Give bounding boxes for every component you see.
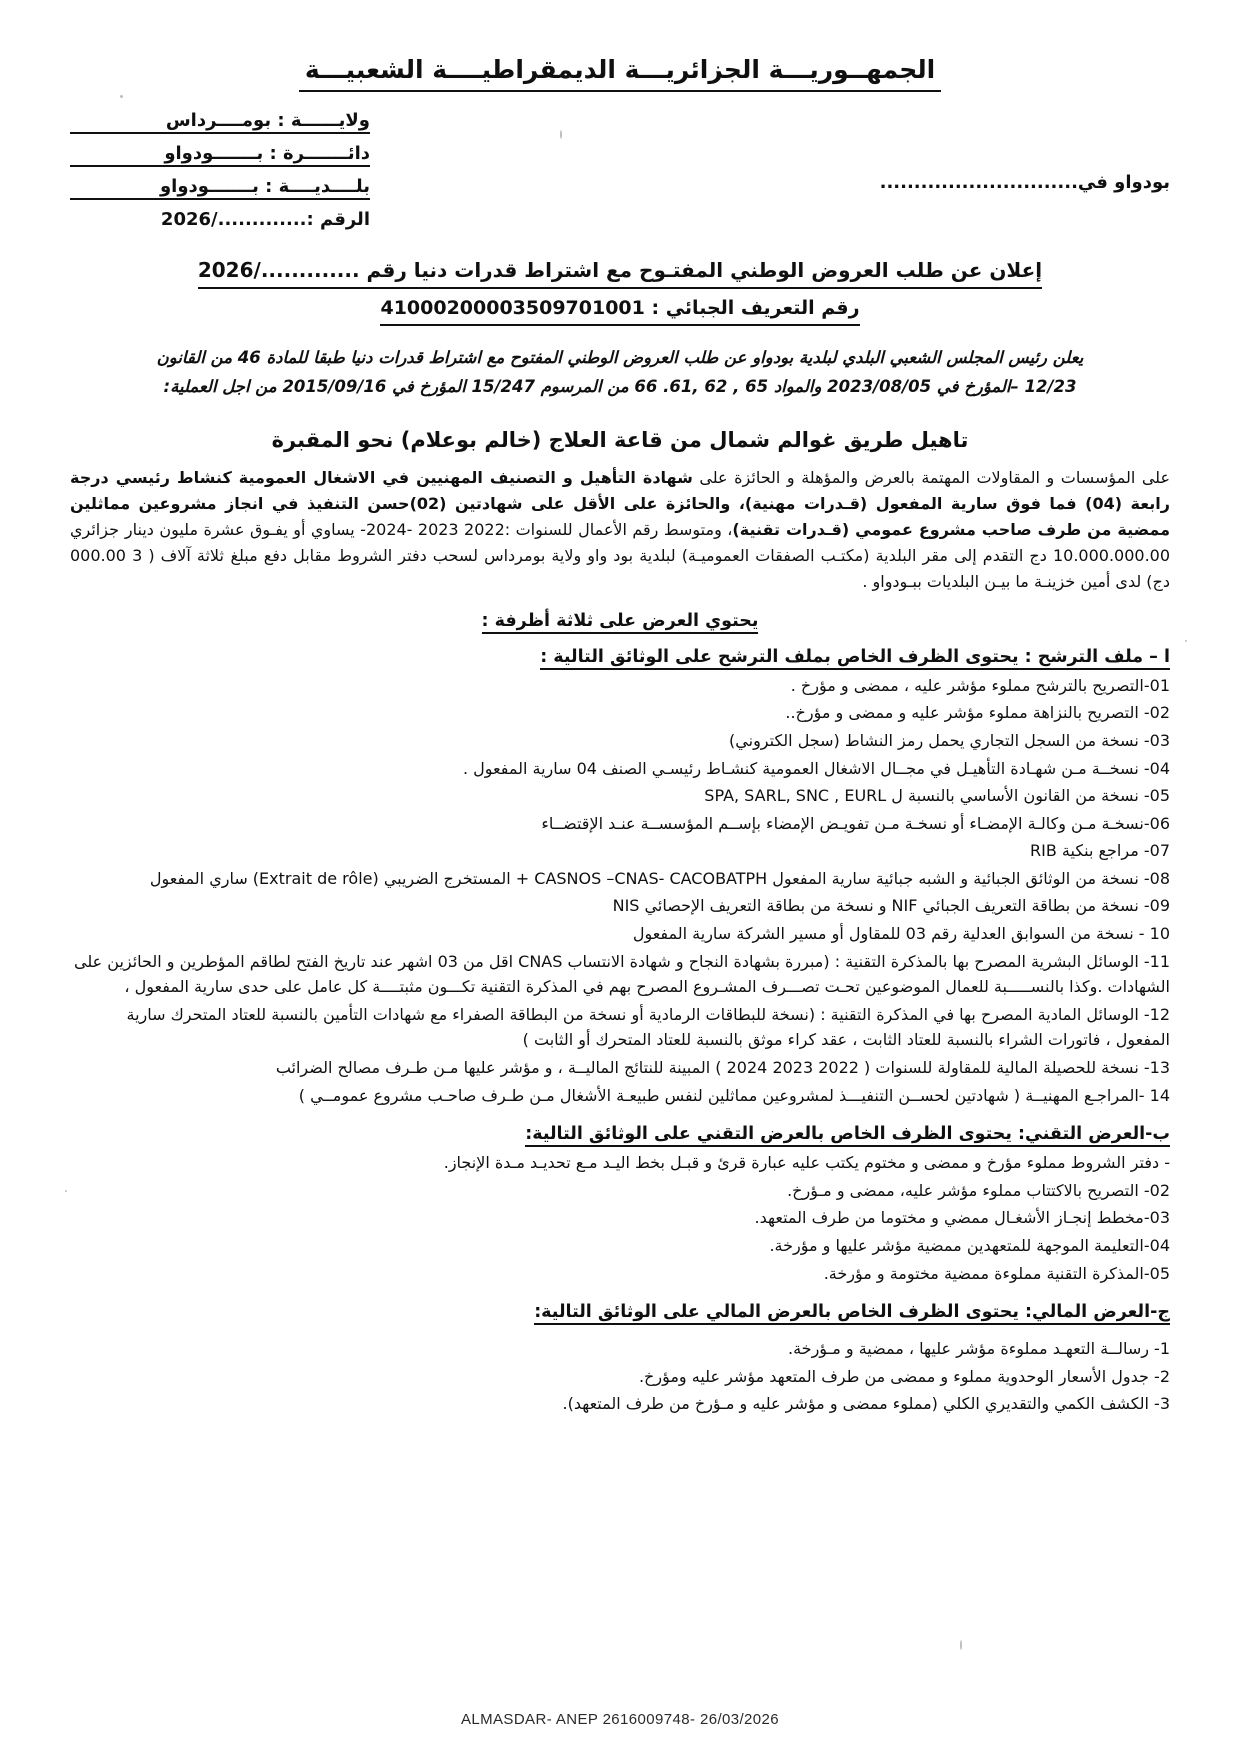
eligibility-text-7: ، ومتوسط رقم الأعمال للسنوات :2022 2023 -2024- يساوي أو يفـوق عشرة مليون دينار xyxy=(124,520,733,539)
list-item: 2- جدول الأسعار الوحدوية مملوء و ممضى من طرف المتعهد مؤشر عليه ومؤرخ. xyxy=(638,1366,1170,1386)
section-b-heading xyxy=(70,1124,1170,1144)
list-item: - دفتر الشروط مملوء مؤرخ و ممضى و مختوم يكتب عليه عبارة قرئ و قبـل بخط اليـد مـع تحديـد مـدة الإنجاز. xyxy=(443,1153,1170,1173)
eligibility-text-5: حسن التنفيذ في انجاز مشروعين مماثلين xyxy=(70,494,410,514)
eligibility-text-10: ثلاثة آلاف ( 3 000.00 دج) لدى أمين خزينـة ما بيـن البلديات ببـودواو . xyxy=(70,545,1170,591)
eligibility-text-1: على المؤسسات و المقاولات المهتمة بالعرض والمؤهلة و الحائزة على xyxy=(692,468,1171,488)
list-item: 01-التصريح بالترشح مملوء مؤشر عليه ، ممضى و مؤرخ . xyxy=(790,675,1170,695)
wilaya-line: ولايــــــة : بومــــرداس xyxy=(70,110,370,134)
envelopes-heading-text: يحتوي العرض على ثلاثة أظرفة : xyxy=(482,611,759,634)
legal-line-1: يعلن رئيس المجلس الشعبي البلدي لبلدية بودواو عن طلب العروض الوطني المفتوح مع اشتراط قدرات دنيا طبقا للمادة 46 من القانون xyxy=(156,348,1084,368)
eligibility-paragraph xyxy=(70,465,1170,595)
list-item: 03- نسخة من السجل التجاري يحمل رمز النشاط (سجل الكتروني) xyxy=(729,730,1170,750)
project-title: تاهيل طريق غوالم شمال من قاعة العلاج (خالم بوعلام) نحو المقبرة xyxy=(271,427,969,452)
tax-id-line: رقم التعريف الجبائي : 41000200003509701001 xyxy=(380,295,859,327)
eligibility-text-3: كنشاط xyxy=(177,468,239,488)
list-item: 1- رسالــة التعهـد مملوءة مؤشر عليها ، ممضية و مـؤرخة. xyxy=(788,1339,1170,1359)
scan-speckle xyxy=(65,1190,67,1192)
list-item: 04- نسخــة مـن شهـادة التأهيـل في مجــال الاشغال العمومية كنشـاط رئيسـي الصنف 04 سارية المفعول . xyxy=(462,758,1170,778)
eligibility-text-4: رئيسي درجة رابعة (04) فما فوق سارية المفعول (قـدرات مهنية)، والحائزة على الأقل على شهادتين (02) xyxy=(70,468,1170,514)
list-item: 02- التصريح بالنزاهة مملوء مؤشر عليه و ممضى و مؤرخ.. xyxy=(785,703,1170,723)
list-item: 13- نسخة للحصيلة المالية للمقاولة للسنوات ( 2022 2023 2024 ) المبينة للنتائج الماليــة ، و مؤشر عليها مـن طـرف مصالح الضرائب xyxy=(275,1058,1170,1078)
section-b-heading-text: ب-العرض التقني: يحتوى الظرف الخاص بالعرض التقني على الوثائق التالية: xyxy=(525,1124,1170,1147)
list-item: 08- نسخة من الوثائق الجبائية و الشبه جبائية سارية المفعول CASNOS –CNAS- CACOBATPH + المستخرج الضريبي (Extrait de rôle) ساري المفعول xyxy=(149,868,1170,888)
scan-speckle xyxy=(1185,640,1187,642)
list-item: 07- مراجع بنكية RIB xyxy=(1030,841,1170,861)
section-a-heading-text: ا – ملف الترشح : يحتوى الظرف الخاص بملف الترشح على الوثائق التالية : xyxy=(540,647,1170,670)
section-b-list xyxy=(70,1150,1170,1286)
section-c-list xyxy=(70,1336,1170,1417)
national-header xyxy=(70,54,1170,92)
section-c-heading-text: ج-العرض المالي: يحتوى الظرف الخاص بالعرض المالي على الوثائق التالية: xyxy=(534,1302,1170,1325)
list-item: 06-نسخـة مـن وكالـة الإمضـاء أو نسخـة مـن تفويـض الإمضاء بإســم المؤسســة عنـد الإقتضــاء xyxy=(541,813,1170,833)
list-item: 11- الوسائل البشرية المصرح بها بالمذكرة التقنية : (مبررة بشهادة النجاح و شهادة الانتساب CNAS اقل من 03 اشهر عند تاريخ الفتح لطاقم المؤطرين و الحائزين على الشهادات .وكذا بالنســـــبة للعمال الموضوعين تحـت تصـــرف المشـروع المصرح بهم في المذكرة التقنية تكـــون مثبتــــة كل عامل على حدى سارية المفعول ، xyxy=(74,951,1170,997)
announcement-heading xyxy=(70,256,1170,327)
list-item: 04-التعليمة الموجهة للمتعهدين ممضية مؤشر عليها و مؤرخة. xyxy=(769,1236,1170,1255)
section-a-heading xyxy=(70,647,1170,667)
legal-line-2: 12/23 –المؤرخ في 2023/08/05 والمواد 65 , 62 ,61. 66 من المرسوم 15/247 المؤرخ في 2015/09/16 من اجل العملية: xyxy=(163,376,1077,396)
eligibility-text-6: ممضية من طرف صاحب مشروع عمومي (قـدرات تقنية) xyxy=(732,520,1171,539)
list-item: 03-مخطط إنجـاز الأشغـال ممضي و مختوما من طرف المتعهد. xyxy=(754,1208,1170,1228)
legal-reference-paragraph xyxy=(70,344,1170,402)
section-a-list xyxy=(70,673,1170,1109)
document-footer: ALMASDAR- ANEP 2616009748- 26/03/2026 xyxy=(460,1711,780,1728)
scan-speckle xyxy=(120,95,123,98)
national-title: الجمهــوريـــة الجزائريـــة الديمقراطيــــة الشعبيـــة xyxy=(299,54,941,92)
daira-line: دائـــــــرة : بـــــــودواو xyxy=(70,143,370,167)
list-item: 02- التصريح بالاكتتاب مملوء مؤشر عليه، ممضى و مـؤرخ. xyxy=(787,1180,1170,1200)
list-item: 14 -المراجـع المهنيــة ( شهادتين لحســن التنفيـــذ لمشروعين مماثلين لنفس طبيعـة الأشغال مـن طـرف صاحـب مشروع عمومــي ) xyxy=(298,1085,1170,1105)
list-item: 12- الوسائل المادية المصرح بها في المذكرة التقنية : (نسخة للبطاقات الرمادية أو نسخة من البطاقة الصفراء مع شهادات التأمين بالنسبة للعتاد المتحرك سارية المفعول ، فاتورات الشراء بالنسبة للعتاد الثابت ، عقد كراء موثق بالنسبة للعتاد المتحرك أو الثابت ) xyxy=(126,1004,1170,1050)
baladiya-line: بلــــديــــة : بـــــــودواو xyxy=(70,176,370,200)
eligibility-text-8: جزائري 10.000.000.00 xyxy=(70,520,1171,565)
admin-header-row xyxy=(70,110,1170,230)
list-item: 09- نسخة من بطاقة التعريف الجبائي NIF و نسخة من بطاقة التعريف الإحصائي NIS xyxy=(612,896,1170,916)
list-item: 05- نسخة من القانون الأساسي بالنسبة ل SPA, SARL, SNC , EURL xyxy=(704,786,1170,806)
reference-number-line: الرقم :............./2026 xyxy=(160,208,370,230)
place-date-line: بودواو في............................. xyxy=(879,171,1170,193)
scan-speckle xyxy=(560,130,562,139)
eligibility-text-2: شهادة التأهيل و التصنيف المهنيين في الاشغال العمومية xyxy=(238,468,693,488)
envelopes-heading xyxy=(70,611,1170,631)
eligibility-text-9: دج التقدم إلى مقر البلدية (مكتـب الصفقات العموميـة) لبلدية بود واو ولاية بومرداس لسحب دفتر الشروط مقابل دفع مبلغ xyxy=(230,545,1053,565)
list-item: 3- الكشف الكمي والتقديري الكلي (مملوء ممضى و مؤشر عليه و مـؤرخ من طرف المتعهد). xyxy=(562,1394,1170,1414)
section-c-heading xyxy=(70,1302,1170,1322)
scan-speckle xyxy=(960,1640,962,1650)
announcement-line-1: إعلان عن طلب العروض الوطني المفتـوح مع اشتراط قدرات دنيا رقم ............./2026 xyxy=(198,256,1042,289)
list-item: 05-المذكرة التقنية مملوءة ممضية مختومة و مؤرخة. xyxy=(823,1263,1170,1283)
admin-identity-block xyxy=(70,110,370,230)
list-item: 10 - نسخة من السوابق العدلية رقم 03 للمقاول أو مسير الشركة سارية المفعول xyxy=(632,924,1170,944)
